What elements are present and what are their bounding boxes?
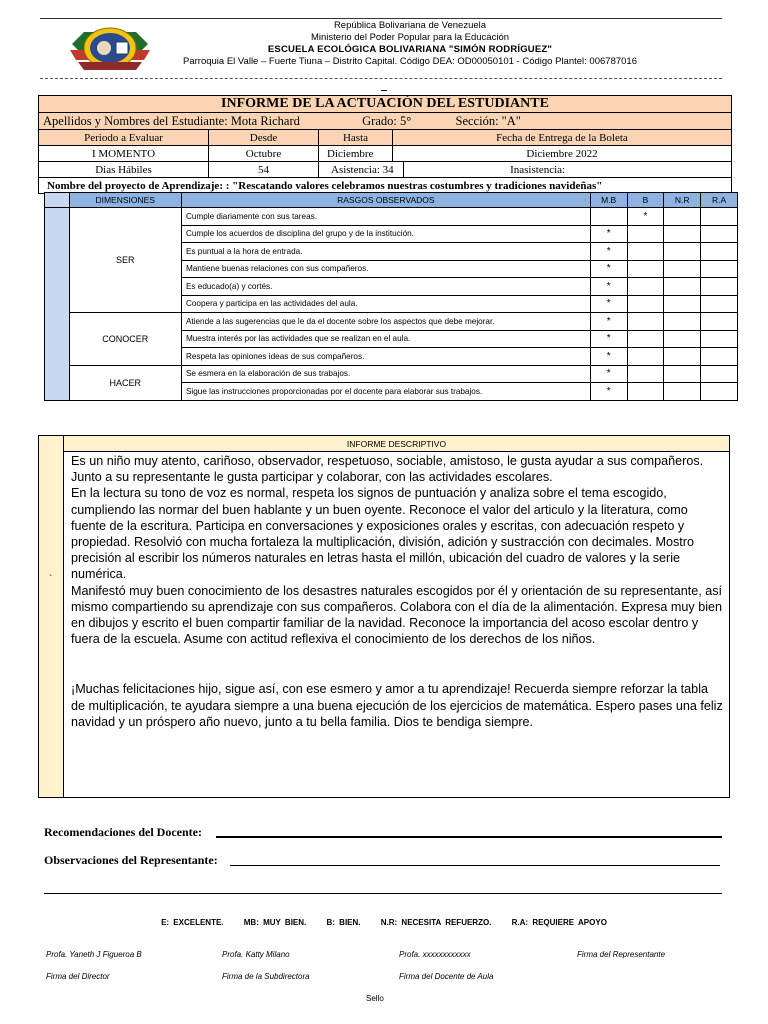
seal-label: Sello	[366, 994, 384, 1003]
rating-cell	[664, 348, 701, 366]
rating-cell	[627, 295, 664, 313]
teacher-recommendations-line	[216, 836, 722, 838]
dims-side-strip	[45, 208, 70, 401]
to-value: Diciembre	[319, 146, 393, 162]
student-row	[39, 113, 732, 130]
rating-cell	[664, 383, 701, 401]
student-info-table	[38, 95, 732, 194]
days-label: Dias Hábiles	[39, 162, 209, 178]
school-logo-icon	[64, 24, 156, 76]
rating-cell	[627, 383, 664, 401]
rating-cell	[664, 225, 701, 243]
rating-cell	[701, 383, 738, 401]
header-ministry: Ministerio del Poder Popular para la Educación	[310, 32, 510, 43]
top-rule	[40, 18, 722, 19]
trait-text: Se esmera en la elaboración de sus trabajos.	[181, 365, 590, 383]
rating-cell	[664, 243, 701, 261]
representative-observations-label: Observaciones del Representante:	[44, 853, 218, 867]
trait-text: Muestra interés por las actividades que se realizan en el aula.	[181, 330, 590, 348]
trait-text: Atiende a las sugerencias que le da el docente sobre los aspectos que debe mejorar.	[181, 313, 590, 331]
dimension-name: CONOCER	[69, 313, 181, 366]
rating-cell	[664, 330, 701, 348]
rating-cell	[627, 348, 664, 366]
student-name: Apellidos y Nombres del Estudiante: Mota Richard	[43, 113, 300, 128]
rating-cell: *	[590, 243, 627, 261]
student-grade: Grado: 5°	[362, 113, 412, 128]
trait-text: Cumple los acuerdos de disciplina del grupo y de la institución.	[181, 225, 590, 243]
header-address: Parroquia El Valle – Fuerte Tiuna – Distrito Capital. Código DEA: OD00050101 - Código Plantel: 006787016	[183, 56, 637, 67]
trait-row	[45, 208, 738, 226]
rating-cell	[664, 365, 701, 383]
rating-cell	[701, 278, 738, 296]
attendance: Asistencia: 34	[319, 162, 404, 178]
rating-cell: *	[590, 260, 627, 278]
signature-teacher-name: Profa. xxxxxxxxxxxx	[399, 950, 471, 959]
header-divider	[40, 78, 722, 79]
student-section: Sección: "A"	[455, 113, 521, 128]
dimension-name: HACER	[69, 365, 181, 400]
rating-cell: *	[590, 365, 627, 383]
period-value: I MOMENTO	[39, 146, 209, 162]
rating-cell	[701, 348, 738, 366]
trait-text: Es puntual a la hora de entrada.	[181, 243, 590, 261]
legend-item: MB: MUY BIEN.	[243, 918, 307, 927]
dims-header-dimensions: DIMENSIONES	[69, 193, 181, 208]
legend-item: E: EXCELENTE.	[161, 918, 224, 927]
rating-cell	[664, 260, 701, 278]
dimensions-table	[44, 192, 738, 401]
descriptive-paragraph: En la lectura su tono de voz es normal, respeta los signos de puntuación y analiza sobre el tema escogido, cumpliendo las normar del buen hablante y un buen oyente. Reconoce el valor del articulo y la literatura, como fuente de la escritura. Participa en conversaciones y exposiciones orales y escritas, con adecuación respeto y propiedad. Resolvió con mucha fortaleza la multiplicación, división, adición y sustracción con decimales. Mostro precisión al escribir los números naturales en letras hasta el millón, ubicación del cuadro de valores y la serie numérica.	[71, 486, 694, 582]
descriptive-paragraph: Es un niño muy atento, cariñoso, observador, respetuoso, sociable, amistoso, le gusta ayudar a sus compañeros. Junto a su representante le gusta participar y colaborar, con las actividades escolares.	[71, 454, 704, 485]
rating-cell	[701, 330, 738, 348]
dims-header-b: B	[627, 193, 664, 208]
to-header: Hasta	[319, 130, 393, 146]
header-country: República Bolivariana de Venezuela	[333, 20, 487, 31]
descriptive-body	[71, 453, 723, 730]
rating-cell	[701, 295, 738, 313]
rating-cell	[701, 208, 738, 226]
trait-text: Respeta las opiniones ideas de sus compañeros.	[181, 348, 590, 366]
from-header: Desde	[209, 130, 319, 146]
header-school: ESCUELA ECOLÓGICA BOLIVARIANA "SIMÓN RODRÍGUEZ"	[267, 44, 553, 55]
signature-subdirector-role: Firma de la Subdirectora	[222, 972, 310, 981]
rating-cell	[664, 208, 701, 226]
rating-cell	[627, 313, 664, 331]
descriptive-title: INFORME DESCRIPTIVO	[64, 436, 729, 452]
rating-cell: *	[590, 278, 627, 296]
delivery-header: Fecha de Entrega de la Boleta	[393, 130, 732, 146]
trait-text: Mantiene buenas relaciones con sus compañeros.	[181, 260, 590, 278]
rating-cell: *	[590, 348, 627, 366]
small-dash	[381, 90, 387, 91]
days-value: 54	[209, 162, 319, 178]
trait-text: Es educado(a) y cortés.	[181, 278, 590, 296]
rating-cell	[590, 208, 627, 226]
rating-cell: *	[590, 383, 627, 401]
legend-item: R.A: REQUIERE APOYO	[511, 918, 607, 927]
extra-line	[44, 893, 722, 894]
descriptive-paragraph: ¡Muchas felicitaciones hijo, sigue así, con ese esmero y amor a tu aprendizaje! Recuerda siempre reforzar la tabla de multiplicación, te ayudara siempre a una buena ejecución de los ejercicios de matemática. Espero pases una feliz navidad y un próspero año nuevo, junto a tu bella familia. Dios te bendiga siempre.	[71, 682, 723, 729]
representative-observations-line	[230, 865, 720, 866]
descriptive-paragraph: Manifestó muy buen conocimiento de los desastres naturales escogidos por él y orientación de su representante, así mismo compartiendo su aprendizaje con sus compañeros. Colabora con el día de la alimentación. Expresa muy bien en dibujos y escrito el buen compartir familiar de la navidad. Reconoce la importancia del acoso escolar dentro y fuera de la escuela. Asume con actitud reflexiva el conocimiento de los derechos de los niños.	[71, 583, 723, 647]
delivery-value: Diciembre 2022	[393, 146, 732, 162]
rating-cell	[701, 243, 738, 261]
rating-cell	[627, 330, 664, 348]
institution-header	[150, 20, 670, 68]
rating-cell	[664, 295, 701, 313]
dims-header-nr: N.R	[664, 193, 701, 208]
dims-header-ra: R.A	[701, 193, 738, 208]
signature-teacher-role: Firma del Docente de Aula	[399, 972, 494, 981]
trait-text: Coopera y participa en las actividades del aula.	[181, 295, 590, 313]
descriptive-report	[38, 435, 730, 798]
grading-legend	[0, 918, 768, 927]
rating-cell	[627, 278, 664, 296]
rating-cell: *	[590, 295, 627, 313]
rating-cell: *	[590, 225, 627, 243]
rating-cell: *	[627, 208, 664, 226]
rating-cell	[664, 313, 701, 331]
rating-cell	[701, 313, 738, 331]
trait-row	[45, 365, 738, 383]
project-name: Nombre del proyecto de Aprendizaje: : "Rescatando valores celebramos nuestras costumbres y tradiciones navideñas"	[39, 178, 732, 194]
rating-cell: *	[590, 330, 627, 348]
rating-cell	[627, 225, 664, 243]
report-title: INFORME DE LA ACTUACIÓN DEL ESTUDIANTE	[39, 96, 732, 113]
descriptive-side-strip	[39, 436, 64, 797]
rating-cell	[627, 243, 664, 261]
from-value: Octubre	[209, 146, 319, 162]
teacher-recommendations-label: Recomendaciones del Docente:	[44, 825, 202, 839]
trait-text: Sigue las instrucciones proporcionadas por el docente para elaborar sus trabajos.	[181, 383, 590, 401]
rating-cell: *	[590, 313, 627, 331]
signature-director-role: Firma del Director	[46, 972, 110, 981]
signature-subdirector-name: Profa. Katty Milano	[222, 950, 290, 959]
side-mark: `	[49, 574, 53, 585]
rating-cell	[701, 365, 738, 383]
legend-item: B: BIEN.	[326, 918, 361, 927]
rating-cell	[627, 365, 664, 383]
rating-cell	[701, 225, 738, 243]
rating-cell	[701, 260, 738, 278]
period-header: Periodo a Evaluar	[39, 130, 209, 146]
signature-representative: Firma del Representante	[577, 950, 666, 959]
rating-cell	[627, 260, 664, 278]
absence: Inasistencia:	[404, 162, 732, 178]
dims-header-traits: RASGOS OBSERVADOS	[181, 193, 590, 208]
legend-item: N.R: NECESITA REFUERZO.	[380, 918, 492, 927]
dims-strip-header	[45, 193, 70, 208]
rating-cell	[664, 278, 701, 296]
signature-director-name: Profa. Yaneth J Figueroa B	[46, 950, 142, 959]
dimension-name: SER	[69, 208, 181, 313]
trait-row	[45, 313, 738, 331]
trait-text: Cumple diariamente con sus tareas.	[181, 208, 590, 226]
dims-header-mb: M.B	[590, 193, 627, 208]
